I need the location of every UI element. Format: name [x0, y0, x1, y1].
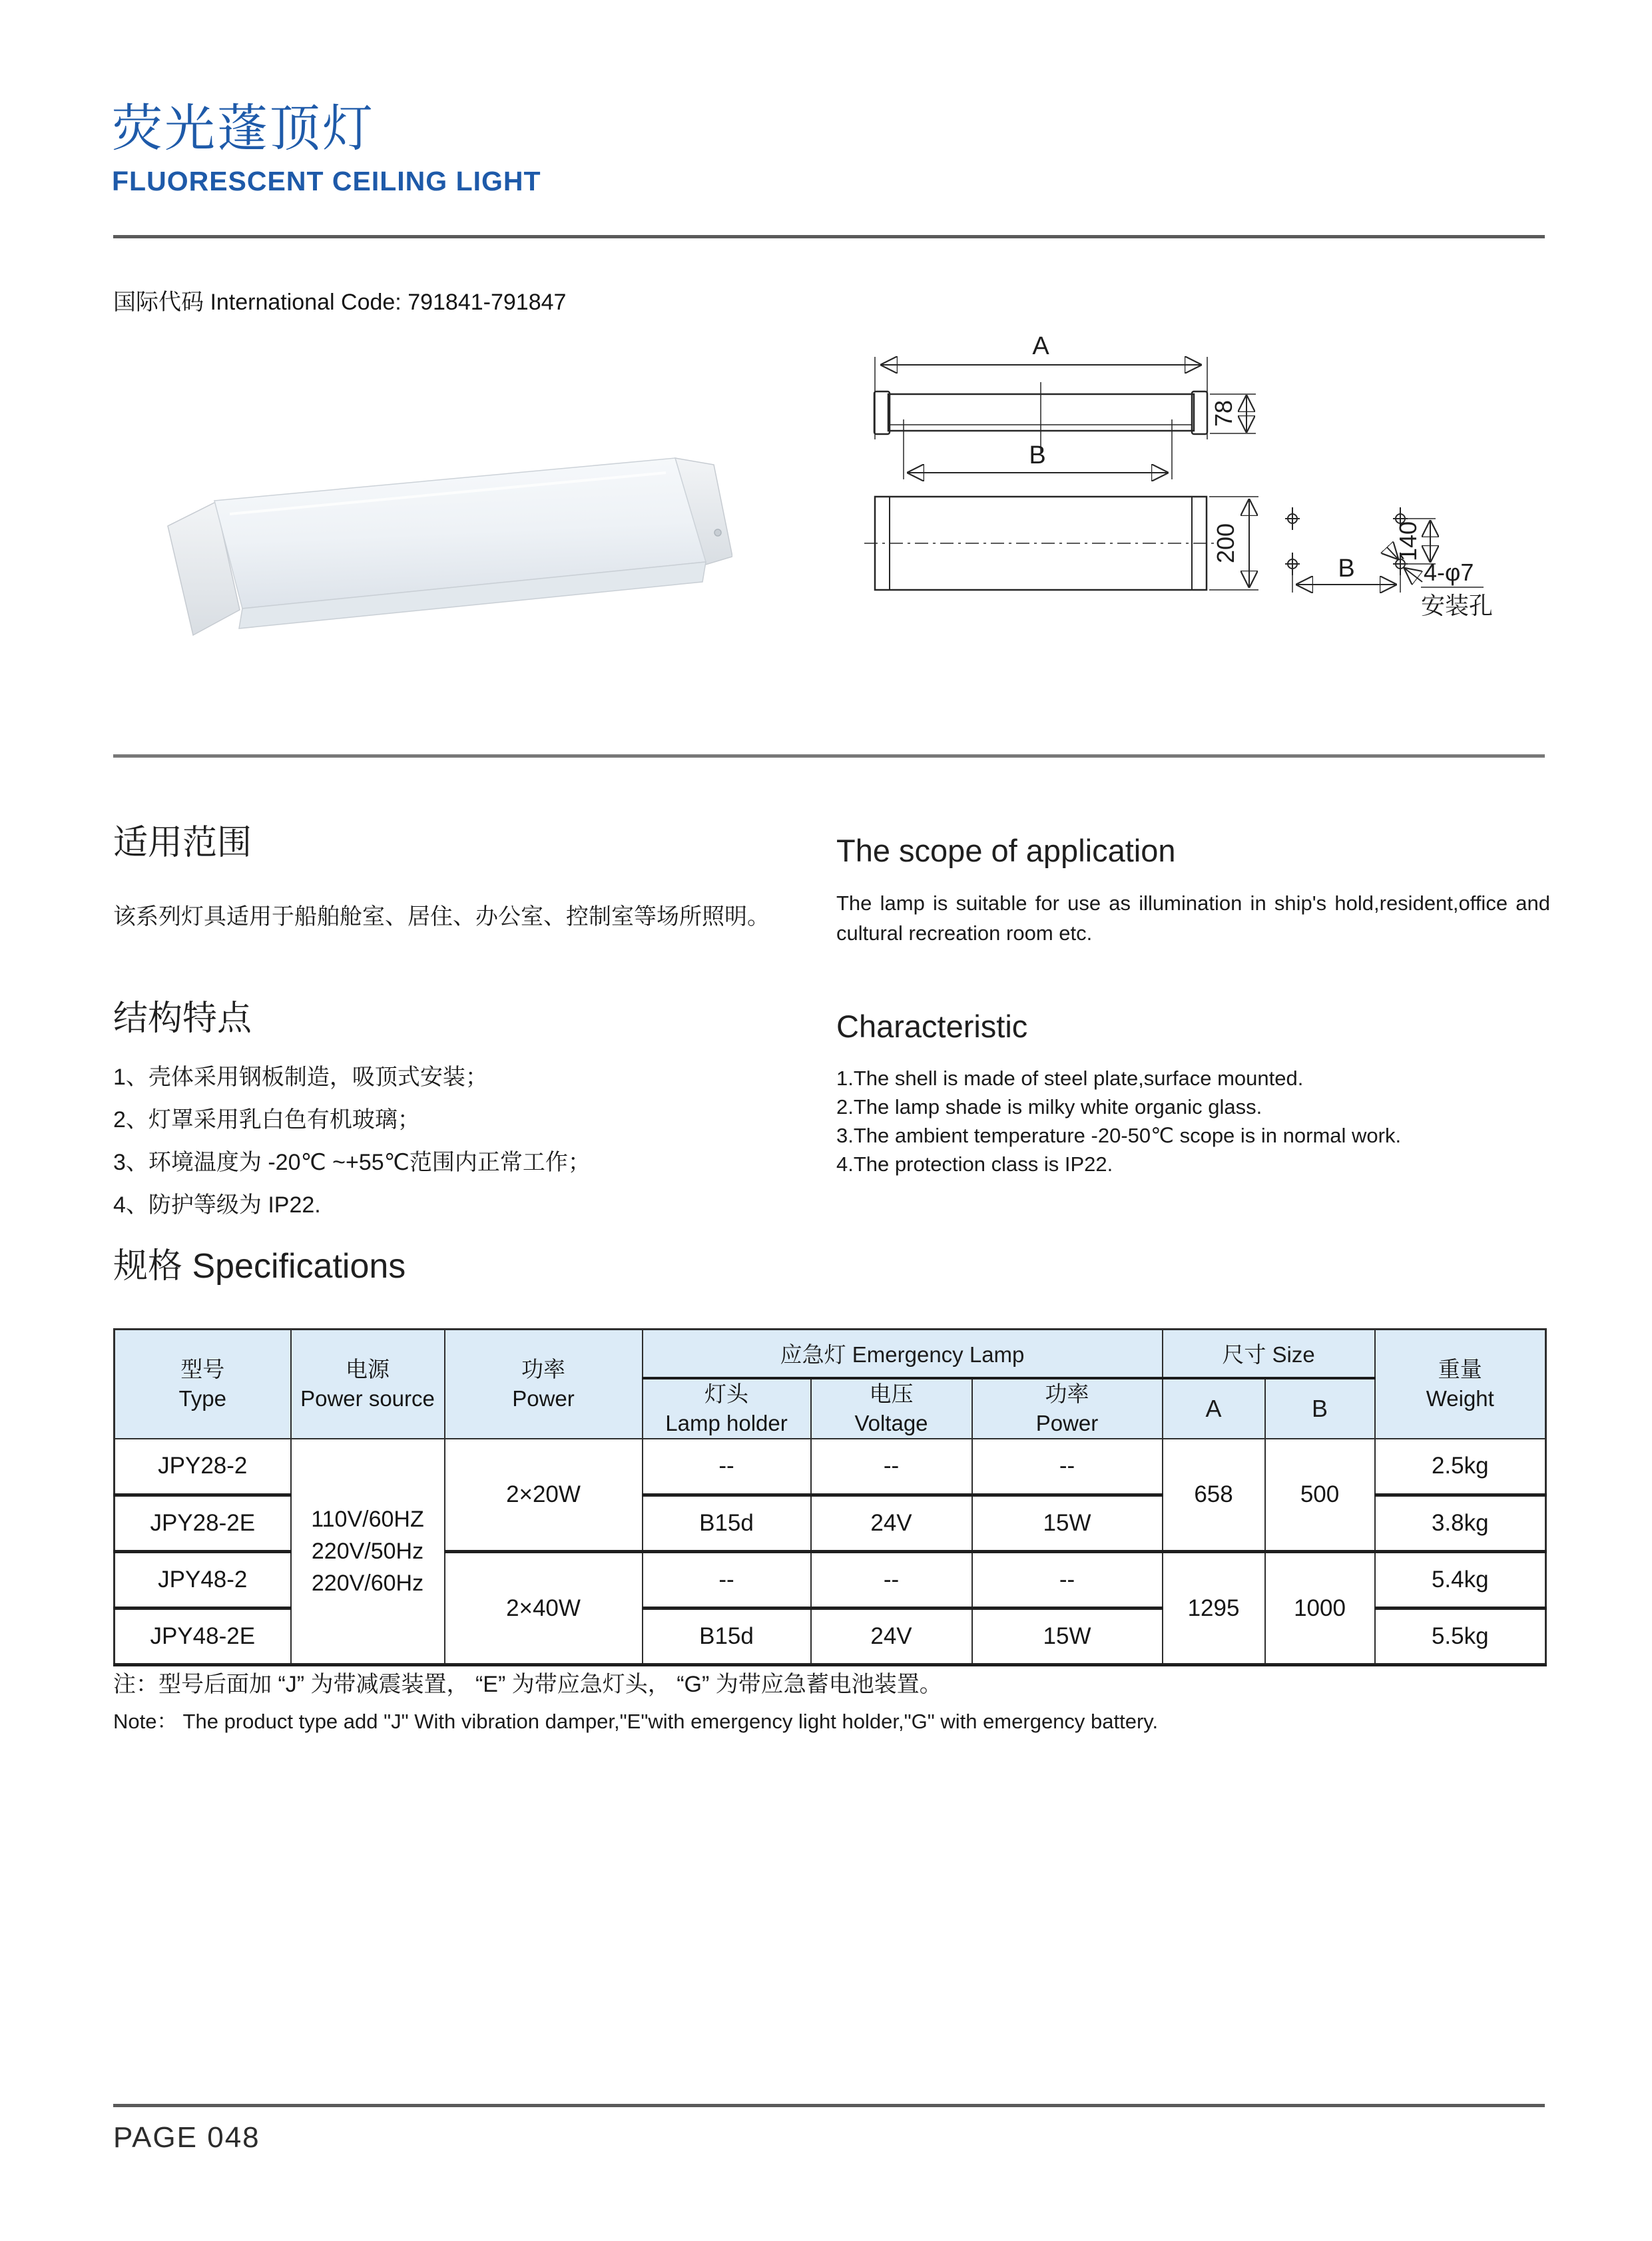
col-header-power-en: Power — [512, 1385, 575, 1411]
characteristic-item-en: 4.The protection class is IP22. — [836, 1152, 1113, 1176]
col-header-voltage-zh: 电压 — [869, 1381, 914, 1406]
col-header-weight-zh: 重量 — [1438, 1356, 1482, 1381]
cell-size-a: 658 — [1163, 1439, 1265, 1552]
scope-body-en: The lamp is suitable for use as illumination in ship's hold,resident,office and cultural recreation room etc. — [836, 891, 1550, 945]
power-source-line: 220V/50Hz — [311, 1538, 424, 1564]
characteristic-list-en — [836, 1064, 1562, 1178]
col-header-weight — [1375, 1330, 1546, 1439]
characteristic-item-en: 1.The shell is made of steel plate,surface mounted. — [836, 1067, 1304, 1090]
structure-item-zh: 1、壳体采用钢板制造，吸顶式安装； — [113, 1065, 488, 1090]
section-heading-specifications: 规格 Specifications — [113, 1247, 406, 1286]
dim-label-140: 140 — [1394, 521, 1422, 562]
section-heading-structure-zh: 结构特点 — [113, 999, 252, 1038]
holes-name-label: 安装孔 — [1421, 592, 1494, 619]
col-header-type-zh: 型号 — [180, 1356, 225, 1381]
dim-label-b: B — [1029, 441, 1046, 469]
power-source-line: 110V/60HZ — [311, 1506, 424, 1532]
dim-label-b2: B — [1338, 555, 1355, 583]
col-header-power-source-zh: 电源 — [346, 1356, 390, 1381]
dim-label-a: A — [1032, 332, 1049, 360]
col-header-b: B — [1265, 1378, 1375, 1439]
divider-top — [113, 235, 1545, 238]
structure-item-zh: 2、灯罩采用乳白色有机玻璃； — [113, 1107, 420, 1132]
section-heading-scope-en: The scope of application — [836, 833, 1176, 868]
page-title-en: FLUORESCENT CEILING LIGHT — [112, 166, 541, 196]
cell-power: 2×40W — [445, 1552, 643, 1665]
cell-power-source — [291, 1439, 445, 1665]
cell-weight: 2.5kg — [1375, 1439, 1546, 1495]
divider-middle — [113, 754, 1545, 758]
col-group-size: 尺寸 Size — [1163, 1330, 1375, 1378]
section-heading-characteristic: Characteristic — [836, 1009, 1028, 1044]
drawing-plan-view — [864, 497, 1258, 590]
table-row — [115, 1439, 1546, 1495]
cell-emergency-power: -- — [972, 1552, 1163, 1609]
cell-weight: 3.8kg — [1375, 1495, 1546, 1552]
divider-footer — [113, 2104, 1545, 2107]
col-header-type — [115, 1330, 291, 1439]
col-header-a: A — [1163, 1378, 1265, 1439]
col-header-emergency-power-zh: 功率 — [1045, 1381, 1089, 1406]
cell-emergency-power: 15W — [972, 1495, 1163, 1552]
drawing-side-view — [874, 332, 1256, 479]
product-photo — [133, 373, 732, 652]
cell-voltage: 24V — [811, 1495, 972, 1552]
cell-emergency-power: 15W — [972, 1609, 1163, 1665]
drawing-hole-pattern — [1285, 507, 1493, 619]
page-number: PAGE 048 — [113, 2121, 260, 2154]
col-header-lamp-holder — [643, 1378, 811, 1439]
technical-drawing — [832, 313, 1578, 659]
characteristic-item-en: 2.The lamp shade is milky white organic glass. — [836, 1095, 1262, 1119]
cell-lamp-holder: -- — [643, 1439, 811, 1495]
cell-type: JPY28-2 — [115, 1439, 291, 1495]
cell-type: JPY48-2E — [115, 1609, 291, 1665]
col-header-lamp-holder-en: Lamp holder — [665, 1410, 788, 1435]
cell-type: JPY28-2E — [115, 1495, 291, 1552]
col-header-lamp-holder-zh: 灯头 — [704, 1381, 748, 1406]
mounting-hole — [1285, 507, 1300, 530]
dim-label-78: 78 — [1210, 399, 1237, 427]
cell-emergency-power: -- — [972, 1439, 1163, 1495]
note-en: Note： The product type add "J" With vibration damper,"E"with emergency light holder,"G" with emergency battery. — [113, 1710, 1159, 1733]
col-header-voltage — [811, 1378, 972, 1439]
cell-lamp-holder: B15d — [643, 1609, 811, 1665]
cell-weight: 5.5kg — [1375, 1609, 1546, 1665]
section-heading-scope-zh: 适用范围 — [113, 824, 252, 862]
col-header-power-source-en: Power source — [300, 1385, 435, 1411]
col-header-voltage-en: Voltage — [854, 1410, 928, 1435]
international-code: 国际代码 International Code: 791841-791847 — [113, 290, 567, 315]
note-zh: 注：型号后面加 “J” 为带减震装置， “E” 为带应急灯头， “G” 为带应急蓄电池装置。 — [113, 1672, 942, 1697]
cell-voltage: -- — [811, 1439, 972, 1495]
characteristic-item-en: 3.The ambient temperature -20-50℃ scope is in normal work. — [836, 1124, 1402, 1147]
col-header-weight-en: Weight — [1426, 1385, 1494, 1411]
holes-count-label: 4-φ7 — [1424, 559, 1474, 586]
dim-label-200: 200 — [1212, 523, 1239, 564]
cell-voltage: 24V — [811, 1609, 972, 1665]
col-header-emergency-power-en: Power — [1035, 1410, 1099, 1435]
scope-body-zh: 该系列灯具适用于船舶舱室、居住、办公室、控制室等场所照明。 — [113, 904, 770, 929]
col-header-power-source — [291, 1330, 445, 1439]
cell-size-a: 1295 — [1163, 1552, 1265, 1665]
cell-lamp-holder: -- — [643, 1552, 811, 1609]
cell-size-b: 1000 — [1265, 1552, 1375, 1665]
col-group-emergency-lamp: 应急灯 Emergency Lamp — [643, 1330, 1163, 1378]
cell-size-b: 500 — [1265, 1439, 1375, 1552]
cell-weight: 5.4kg — [1375, 1552, 1546, 1609]
structure-list-zh — [113, 1056, 832, 1226]
page-title-zh: 荧光蓬顶灯 — [112, 101, 375, 157]
col-header-power-zh: 功率 — [521, 1356, 565, 1381]
cell-voltage: -- — [811, 1552, 972, 1609]
col-header-type-en: Type — [178, 1385, 227, 1411]
cell-type: JPY48-2 — [115, 1552, 291, 1609]
power-source-line: 220V/60Hz — [311, 1570, 424, 1596]
col-header-emergency-power — [972, 1378, 1163, 1439]
ceiling-light-render — [168, 458, 732, 635]
cell-lamp-holder: B15d — [643, 1495, 811, 1552]
structure-item-zh: 4、防护等级为 IP22. — [113, 1192, 321, 1218]
col-header-power — [445, 1330, 643, 1439]
specifications-table-wrap — [113, 1328, 1545, 1666]
cell-power: 2×20W — [445, 1439, 643, 1552]
structure-item-zh: 3、环境温度为 -20℃ ~+55℃范围内正常工作； — [113, 1150, 591, 1175]
specifications-table — [113, 1328, 1547, 1666]
